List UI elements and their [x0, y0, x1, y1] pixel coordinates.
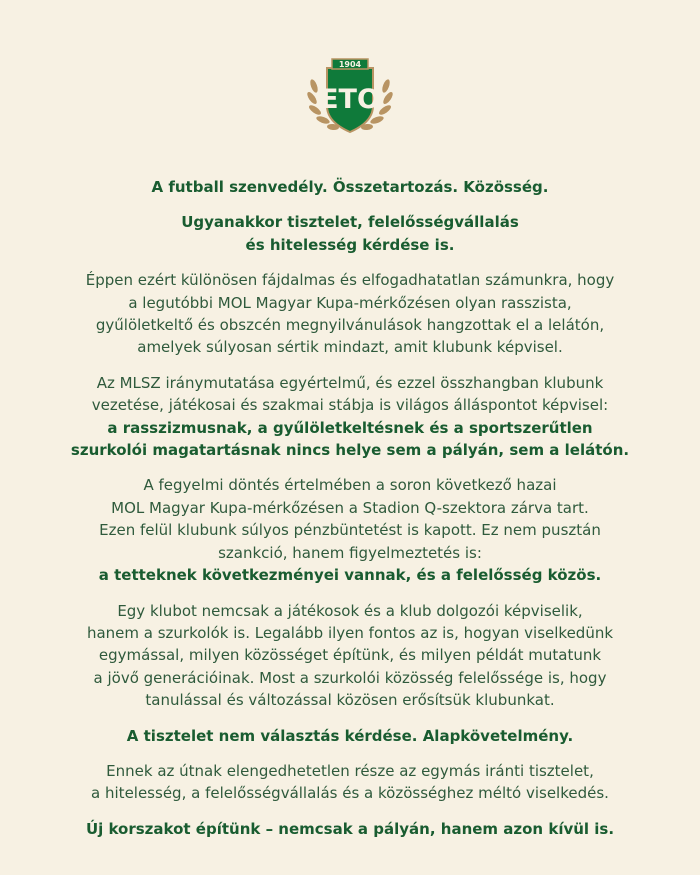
body-paragraph: [40, 760, 660, 805]
text-line: A tisztelet nem választás kérdése. Alapkövetelmény.: [126, 726, 574, 745]
text-line: Ennek az útnak elengedhetetlen része az egymás iránti tisztelet,: [106, 761, 594, 780]
statement-body: [40, 176, 660, 853]
text-line: gyűlöletkeltő és obszcén megnyilvánulások hangzottak el a lelátón,: [95, 316, 605, 335]
body-paragraph: [40, 269, 660, 359]
text-line: amelyek súlyosan sértik mindazt, amit klubunk képvisel.: [137, 338, 563, 357]
club-crest-logo: [305, 56, 395, 136]
emphasis-line: a tetteknek következményei vannak, és a felelősség közös.: [98, 566, 602, 585]
text-line: egymással, milyen közösséget építünk, és milyen példát mutatunk: [98, 646, 602, 665]
emphasis-line: szurkolói magatartásnak nincs helye sem a pályán, sem a lelátón.: [70, 441, 630, 460]
body-paragraph: [40, 600, 660, 712]
closing-paragraph: [40, 818, 660, 840]
text-line: és hitelesség kérdése is.: [245, 235, 455, 254]
text-line: A futball szenvedély. Összetartozás. Közösség.: [151, 178, 549, 196]
text-line: tanulással és változással közösen erősítsük klubunkat.: [145, 691, 555, 710]
text-line: Egy klubot nemcsak a játékosok és a klub dolgozói képviselik,: [117, 601, 583, 620]
crest-year: 1904: [338, 60, 362, 69]
text-line: Éppen ezért különösen fájdalmas és elfogadhatatlan számunkra, hogy: [85, 271, 615, 290]
text-line: hanem a szurkolók is. Legalább ilyen fontos az is, hogyan viselkedünk: [86, 623, 614, 642]
text-line: Ugyanakkor tisztelet, felelősségvállalás: [181, 213, 519, 232]
text-line: MOL Magyar Kupa-mérkőzésen a Stadion Q-szektora zárva tart.: [111, 498, 589, 517]
text-line: A fegyelmi döntés értelmében a soron következő hazai: [143, 476, 557, 495]
text-line: Az MLSZ iránymutatása egyértelmű, és ezzel összhangban klubunk: [96, 373, 604, 392]
text-line: vezetése, játékosai és szakmai stábja is világos álláspontot képvisel:: [91, 396, 609, 415]
headline-paragraph: [40, 176, 660, 198]
subheadline-paragraph: [40, 211, 660, 256]
text-line: a jövő generációinak. Most a szurkolói közösség felelőssége is, hogy: [93, 668, 607, 687]
text-line: a hitelesség, a felelősségvállalás és a közösséghez méltó viselkedés.: [91, 784, 609, 803]
emphasis-paragraph: [40, 725, 660, 747]
body-paragraph: [40, 372, 660, 462]
emphasis-line: a rasszizmusnak, a gyűlöletkeltésnek és a sportszerűtlen: [107, 418, 593, 437]
body-paragraph: [40, 474, 660, 586]
text-line: szankció, hanem figyelmeztetés is:: [218, 543, 482, 562]
crest-letters: ETO: [320, 84, 380, 115]
text-line: Ezen felül klubunk súlyos pénzbüntetést is kapott. Ez nem pusztán: [99, 521, 601, 540]
text-line: Új korszakot építünk – nemcsak a pályán, hanem azon kívül is.: [85, 819, 615, 838]
text-line: a legutóbbi MOL Magyar Kupa-mérkőzésen olyan rasszista,: [128, 293, 572, 312]
